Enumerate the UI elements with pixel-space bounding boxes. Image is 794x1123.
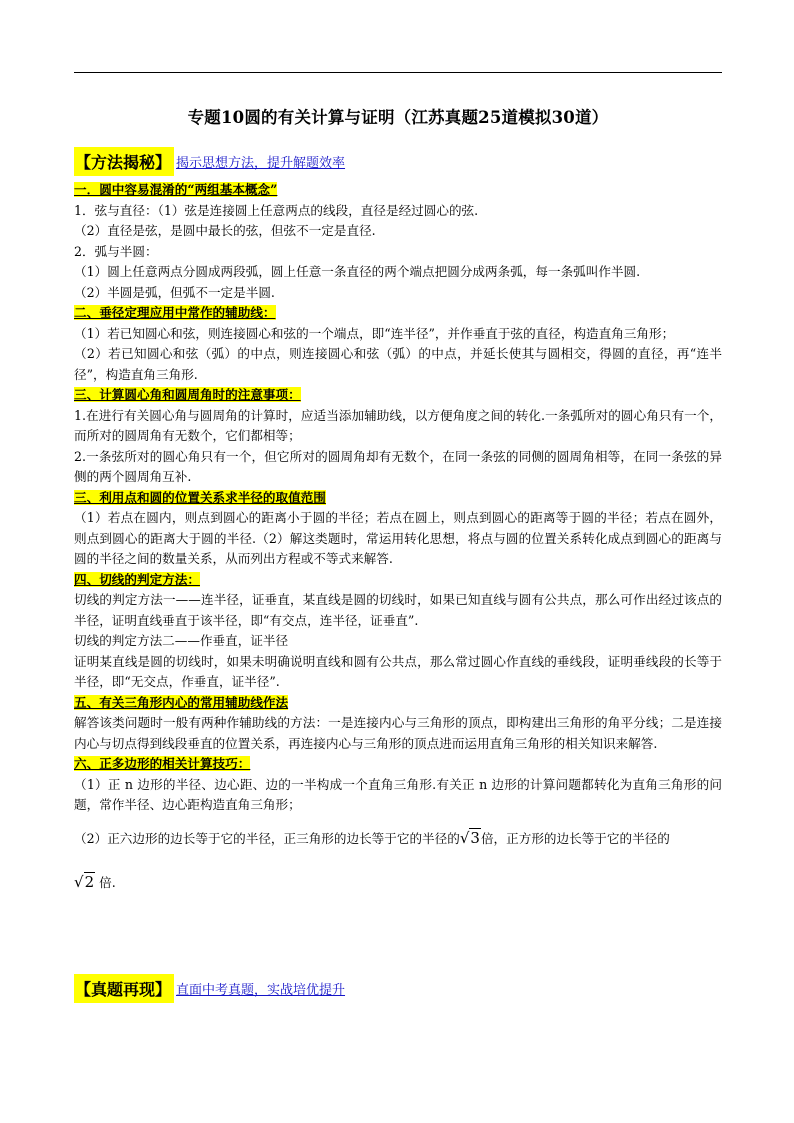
- sqrt3-formula: √3: [459, 828, 480, 847]
- sqrt2-radicand: 2: [84, 872, 95, 891]
- exam-banner-link[interactable]: 直面中考真题，实战培优提升: [176, 983, 346, 998]
- s6-paragraph-1: 解答该类问题时一般有两种作辅助线的方法：一是连接内心与三角形的顶点，即构建出三角形的角平分线；二是连接内心与切点得到线段垂直的位置关系，再连接内心与三角形的顶点进而运用直角三角形的相关知识来解答.: [74, 715, 722, 751]
- s5-paragraph-3: 证明某直线是圆的切线时，如果未明确说明直线和圆有公共点，那么常过圆心作直线的垂线段，证明垂线段的长等于半径，即“无交点，作垂直，证半径”.: [74, 653, 722, 689]
- s7-line-3: [74, 860, 722, 904]
- s1-line-3: 2．弧与半圆：: [74, 243, 158, 259]
- exam-banner: [74, 974, 345, 1003]
- s5-line-2: 切线的判定方法二——作垂直，证半径: [74, 633, 289, 648]
- s5-paragraph-1: 切线的判定方法一——连半径，证垂直，某直线是圆的切线时，如果已知直线与圆有公共点，那么可作出经过该点的半径，证明直线垂直于该半径，即“有交点，连半径，证垂直”.: [74, 592, 722, 628]
- s2-paragraph-2: （2）若已知圆心和弦（弧）的中点，则连接圆心和弦（弧）的中点，并延长使其与圆相交，得圆的直径，再“连半径”，构造直角三角形.: [74, 346, 722, 382]
- s7-paragraph-1: （1）正 n 边形的半径、边心距、边的一半构成一个直角三角形.有关正 n 边形的计算问题都转化为直角三角形的问题，常作半径、边心距构造直角三角形；: [74, 776, 722, 812]
- section-7-heading: 六、正多边形的相关计算技巧：: [74, 756, 251, 771]
- s1-line-1: 1．弦与直径：（1）弦是连接圆上任意两点的线段，直径是经过圆心的弦.: [74, 202, 479, 218]
- s1-line-5: （2）半圆是弧，但弧不一定是半圆.: [74, 284, 275, 300]
- section-1-heading: 一．圆中容易混淆的“两组基本概念”: [74, 182, 278, 197]
- exam-banner-tag: 【真题再现】: [74, 974, 174, 1003]
- section-5-heading: 四、切线的判定方法：: [74, 571, 200, 587]
- s1-line-4: （1）圆上任意两点分圆成两段弧，圆上任意一条直径的两个端点把圆分成两条弧，每一条弧叫作半圆.: [74, 264, 641, 279]
- method-banner-link[interactable]: 揭示思想方法，提升解题效率: [176, 156, 346, 171]
- s3-paragraph-2: 2.一条弦所对的圆心角只有一个，但它所对的圆周角却有无数个，在同一条弦的同侧的圆周角相等，在同一条弦的异侧的两个圆周角互补.: [74, 448, 722, 484]
- s7-line-2: [74, 816, 722, 860]
- section-6-heading: 五、有关三角形内心的常用辅助线作法: [74, 694, 289, 710]
- s3-paragraph-1: 1.在进行有关圆心角与圆周角的计算时，应适当添加辅助线，以方便角度之间的转化.一条弧所对的圆心角只有一个，而所对的圆周角有无数个，它们都相等；: [74, 407, 722, 443]
- section-2-heading: 二、垂径定理应用中常作的辅助线：: [74, 305, 276, 320]
- section-3-heading: 三、计算圆心角和圆周角时的注意事项：: [74, 387, 301, 402]
- s1-line-2: （2）直径是弦，是圆中最长的弦，但弦不一定是直径.: [74, 223, 376, 238]
- method-banner: [74, 147, 345, 176]
- s7-line-3-text: 倍.: [99, 874, 116, 890]
- method-content: [74, 180, 722, 904]
- s4-paragraph-1: （1）若点在圆内，则点到圆心的距离小于圆的半径；若点在圆上，则点到圆心的距离等于圆的半径；若点在圆外，则点到圆心的距离大于圆的半径.（2）解这类题时，常运用转化思想，将点与圆的位置关系转化成点到圆心的距离与圆的半径之间的数量关系，从而列出方程或不等式来解答.: [74, 510, 722, 566]
- method-banner-tag: 【方法揭秘】: [74, 147, 174, 176]
- page-title: 专题10圆的有关计算与证明（江苏真题25道模拟30道）: [187, 108, 609, 127]
- s2-paragraph-1: （1）若已知圆心和弦，则连接圆心和弦的一个端点，即“连半径”，并作垂直于弦的直径，构造直角三角形；: [74, 325, 675, 341]
- sqrt3-radicand: 3: [470, 828, 480, 847]
- s7-line-2-text-a: （2）正六边形的边长等于它的半径，正三角形的边长等于它的半径的: [74, 830, 460, 846]
- s7-line-2-text-b: 倍，正方形的边长等于它的半径的: [480, 830, 670, 846]
- sqrt2-formula: √2: [74, 872, 95, 891]
- header-rule: [74, 72, 722, 73]
- section-4-heading: 三、利用点和圆的位置关系求半径的取值范围: [74, 489, 326, 505]
